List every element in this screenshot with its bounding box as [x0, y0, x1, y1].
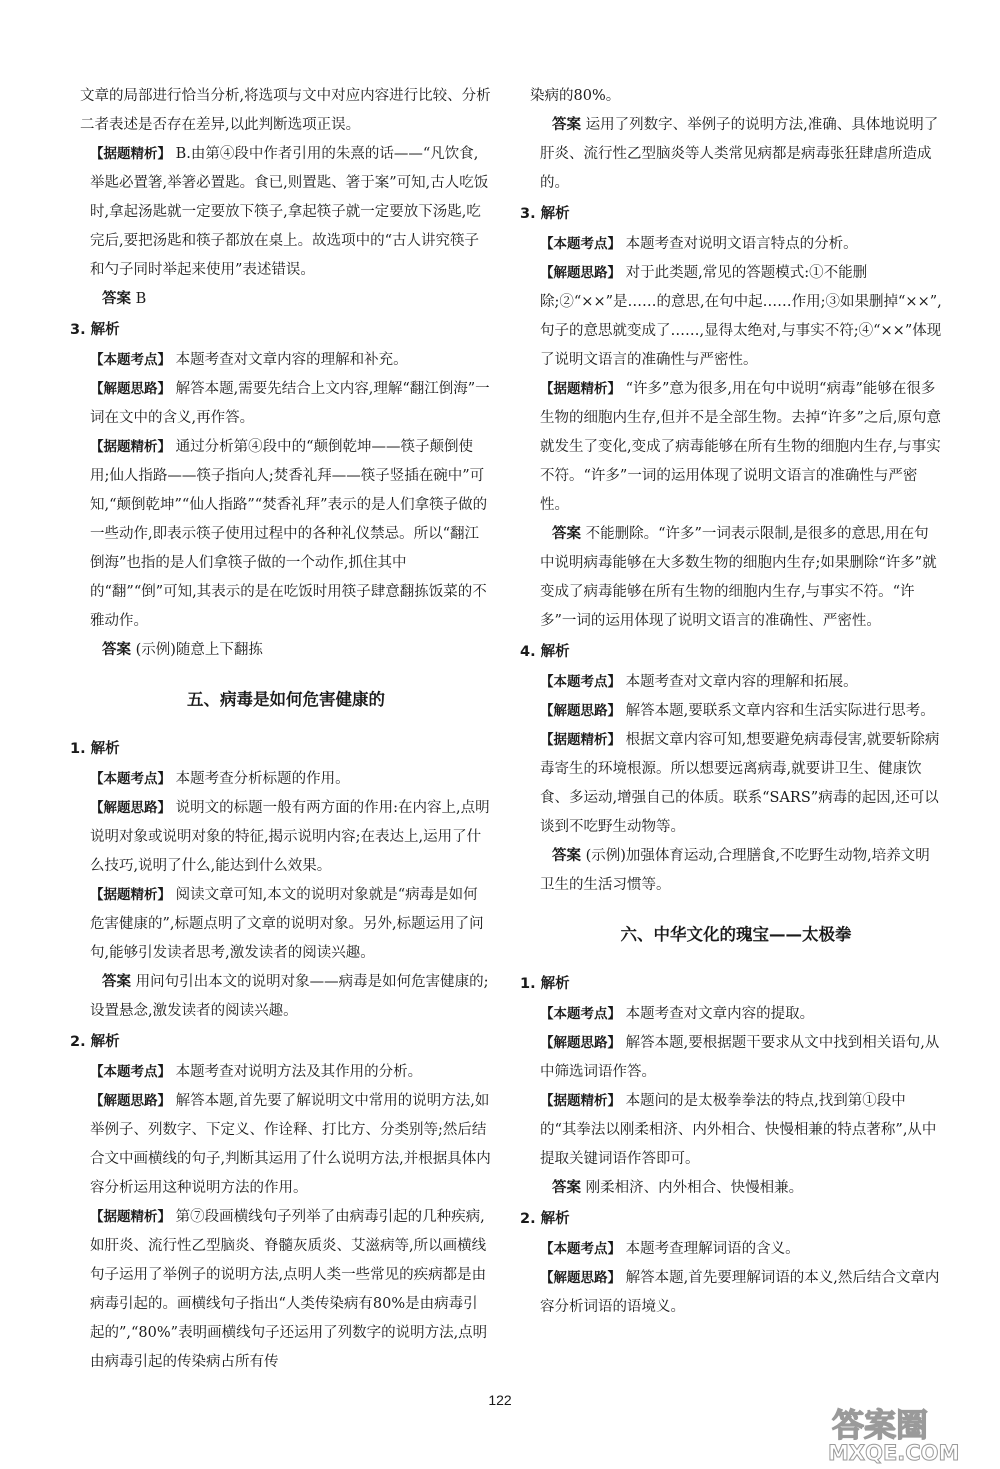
watermark-text: 答案圈 [832, 1406, 929, 1444]
analysis-tag: 【据题精析】 [90, 887, 171, 903]
analysis-tag: 【本题考点】 [540, 236, 621, 252]
question-heading: 3. 解析 [70, 322, 120, 338]
analysis-text: 说明文的标题一般有两方面的作用:在内容上,点明说明对象或说明对象的特征,揭示说明内容;在表达上,运用了什么技巧,说明了什么,能达到什么效果。 [90, 800, 490, 874]
analysis-paragraph [530, 1235, 942, 1264]
analysis-tag: 【据题精析】 [540, 381, 621, 397]
question-heading: 1. 解析 [70, 741, 120, 757]
analysis-text: 本题考查理解词语的含义。 [625, 1241, 800, 1257]
analysis-text: “许多”意为很多,用在句中说明“病毒”能够在很多生物的细胞内生存,但并不是全部生物。去掉“许多”之后,原句意就发生了变化,变成了病毒能够在所有生物的细胞内生存,与事实不符。“许多”一词的运用体现了说明文语言的准确性与严密性。 [540, 381, 942, 513]
analysis-text: 本题考查对文章内容的理解和拓展。 [625, 674, 858, 690]
analysis-tag: 【解题思路】 [540, 1035, 621, 1051]
analysis-paragraph [80, 1058, 492, 1087]
answer-text: 不能删除。“许多”一词表示限制,是很多的意思,用在句中说明病毒能够在大多数生物的细胞内生存;如果删除“许多”就变成了病毒能够在所有生物的细胞内生存,与事实不符。“许多”一词的运用体现了说明文语言的准确性、严密性。 [540, 526, 937, 629]
analysis-text: 根据文章内容可知,想要避免病毒侵害,就要斩除病毒寄生的环境根源。所以想要远离病毒,就要讲卫生、健康饮食、多运动,增强自己的体质。联系“SARS”病毒的起因,还可以谈到不吃野生动物等。 [540, 732, 940, 835]
watermark-logo [814, 1402, 994, 1464]
analysis-tag: 【解题思路】 [540, 1270, 621, 1286]
analysis-text: B.由第④段中作者引用的朱熹的话——“凡饮食,举匙必置箸,举箸必置匙。食已,则置匙、箸于案”可知,古人吃饭时,拿起汤匙就一定要放下筷子,拿起筷子就一定要放下汤匙,吃完后,要把汤匙和筷子都放在桌上。故选项中的“古人讲究筷子和勺子同时举起来使用”表述错误。 [90, 146, 489, 278]
analysis-tag: 【本题考点】 [540, 1241, 621, 1257]
answer-text: 刚柔相济、内外相合、快慢相兼。 [585, 1180, 804, 1196]
answer-text: B [135, 291, 147, 307]
analysis-text: 本题考查对文章内容的理解和补充。 [175, 352, 408, 368]
answer-label: 答案 [552, 1180, 581, 1196]
answer-label: 答案 [102, 974, 131, 990]
analysis-paragraph [80, 433, 492, 636]
analysis-text: 解答本题,需要先结合上文内容,理解“翻江倒海”一词在文中的含义,再作答。 [90, 381, 490, 426]
answer-paragraph [530, 111, 942, 198]
question-heading: 3. 解析 [520, 206, 570, 222]
analysis-tag: 【据题精析】 [90, 439, 171, 455]
analysis-tag: 【本题考点】 [540, 674, 621, 690]
analysis-text: 第⑦段画横线句子列举了由病毒引起的几种疾病,如肝炎、流行性乙型脑炎、脊髓灰质炎、艾滋病等,所以画横线句子运用了举例子的说明方法,点明人类一些常见的疾病都是由病毒引起的。画横线句子指出“人类传染病有80%是由病毒引起的”,“80%”表明画横线句子还运用了列数字的说明方法,点明由病毒引起的传染病占所有传 [90, 1209, 488, 1370]
analysis-paragraph [80, 794, 492, 881]
analysis-tag: 【本题考点】 [540, 1006, 621, 1022]
answer-paragraph [80, 968, 492, 1026]
question-heading: 1. 解析 [520, 976, 570, 992]
analysis-paragraph [530, 697, 942, 726]
right-column [520, 82, 942, 1322]
analysis-paragraph [530, 1087, 942, 1174]
analysis-text: 本题考查对说明方法及其作用的分析。 [175, 1064, 423, 1080]
analysis-paragraph [80, 1087, 492, 1203]
analysis-tag: 【本题考点】 [90, 1064, 171, 1080]
analysis-tag: 【据题精析】 [540, 1093, 621, 1109]
analysis-paragraph [530, 1264, 942, 1322]
answer-label: 答案 [102, 642, 131, 658]
left-column [70, 82, 492, 1377]
analysis-text: 对于此类题,常见的答题模式:①不能删除;②“××”是……的意思,在句中起……作用;③如果删掉“××”,句子的意思就变成了……,显得太绝对,与事实不符;④“××”体现了说明文语言的准确性与严密性。 [540, 265, 942, 368]
analysis-tag: 【解题思路】 [540, 703, 621, 719]
answer-text: (示例)加强体育运动,合理膳食,不吃野生动物,培养文明卫生的生活习惯等。 [540, 848, 930, 893]
analysis-text: 本题考查对文章内容的提取。 [625, 1006, 815, 1022]
analysis-paragraph [530, 668, 942, 697]
analysis-text: 本题考查分析标题的作用。 [175, 771, 350, 787]
answer-paragraph [530, 1174, 942, 1203]
analysis-paragraph [80, 881, 492, 968]
analysis-paragraph [80, 375, 492, 433]
analysis-text: 解答本题,要联系文章内容和生活实际进行思考。 [625, 703, 935, 719]
answer-label: 答案 [552, 848, 581, 864]
analysis-text: 解答本题,首先要理解词语的本义,然后结合文章内容分析词语的语境义。 [540, 1270, 940, 1315]
section-title: 六、中华文化的瑰宝——太极拳 [620, 925, 852, 944]
analysis-paragraph [80, 765, 492, 794]
answer-paragraph [80, 636, 492, 665]
analysis-paragraph [530, 375, 942, 520]
analysis-paragraph [530, 1000, 942, 1029]
answer-label: 答案 [102, 291, 131, 307]
analysis-paragraph [530, 230, 942, 259]
answer-paragraph [80, 285, 492, 314]
analysis-tag: 【解题思路】 [90, 381, 171, 397]
analysis-tag: 【本题考点】 [90, 352, 171, 368]
analysis-text: 阅读文章可知,本文的说明对象就是“病毒是如何危害健康的”,标题点明了文章的说明对象。另外,标题运用了问句,能够引发读者思考,激发读者的阅读兴趣。 [90, 887, 484, 961]
answer-paragraph [530, 842, 942, 900]
analysis-text: 本题问的是太极拳拳法的特点,找到第①段中的“其拳法以刚柔相济、内外相合、快慢相兼的特点著称”,从中提取关键词语作答即可。 [540, 1093, 937, 1167]
analysis-tag: 【解题思路】 [90, 800, 171, 816]
answer-label: 答案 [552, 117, 581, 133]
answer-label: 答案 [552, 526, 581, 542]
analysis-tag: 【本题考点】 [90, 771, 171, 787]
paragraph: 染病的80%。 [530, 88, 621, 104]
paragraph: 文章的局部进行恰当分析,将选项与文中对应内容进行比较、分析二者表述是否存在差异,以此判断选项正误。 [80, 88, 491, 133]
question-heading: 4. 解析 [520, 644, 570, 660]
analysis-tag: 【据题精析】 [90, 1209, 171, 1225]
section-title: 五、病毒是如何危害健康的 [187, 690, 385, 709]
question-heading: 2. 解析 [520, 1211, 570, 1227]
answer-text: 用问句引出本文的说明对象——病毒是如何危害健康的;设置悬念,激发读者的阅读兴趣。 [90, 974, 489, 1019]
analysis-tag: 【解题思路】 [540, 265, 621, 281]
analysis-text: 解答本题,首先要了解说明文中常用的说明方法,如举例子、列数字、下定义、作诠释、打比方、分类别等;然后结合文中画横线的句子,判断其运用了什么说明方法,并根据具体内容分析运用这种说明方法的作用。 [90, 1093, 491, 1196]
analysis-paragraph [80, 140, 492, 285]
analysis-text: 本题考查对说明文语言特点的分析。 [625, 236, 858, 252]
answer-text: 运用了列数字、举例子的说明方法,准确、具体地说明了肝炎、流行性乙型脑炎等人类常见病都是病毒张狂肆虐所造成的。 [540, 117, 939, 191]
analysis-paragraph [80, 346, 492, 375]
watermark-url: MXQE.COM [828, 1441, 960, 1464]
analysis-text: 通过分析第④段中的“颠倒乾坤——筷子颠倒使用;仙人指路——筷子指向人;焚香礼拜——筷子竖插在碗中”可知,“颠倒乾坤”“仙人指路”“焚香礼拜”表示的是人们拿筷子做的一些动作,即表示筷子使用过程中的各种礼仪禁忌。所以“翻江倒海”也指的是人们拿筷子做的一个动作,抓住其中的“翻”“倒”可知,其表示的是在吃饭时用筷子肆意翻拣饭菜的不雅动作。 [90, 439, 488, 629]
analysis-paragraph [80, 1203, 492, 1377]
analysis-paragraph [530, 259, 942, 375]
analysis-paragraph [530, 1029, 942, 1087]
answer-text: (示例)随意上下翻拣 [135, 642, 263, 658]
analysis-tag: 【解题思路】 [90, 1093, 171, 1109]
analysis-text: 解答本题,要根据题干要求从文中找到相关语句,从中筛选词语作答。 [540, 1035, 940, 1080]
answer-paragraph [530, 520, 942, 636]
analysis-tag: 【据题精析】 [90, 146, 171, 162]
question-heading: 2. 解析 [70, 1034, 120, 1050]
analysis-tag: 【据题精析】 [540, 732, 621, 748]
page-number: 122 [488, 1392, 512, 1408]
analysis-paragraph [530, 726, 942, 842]
